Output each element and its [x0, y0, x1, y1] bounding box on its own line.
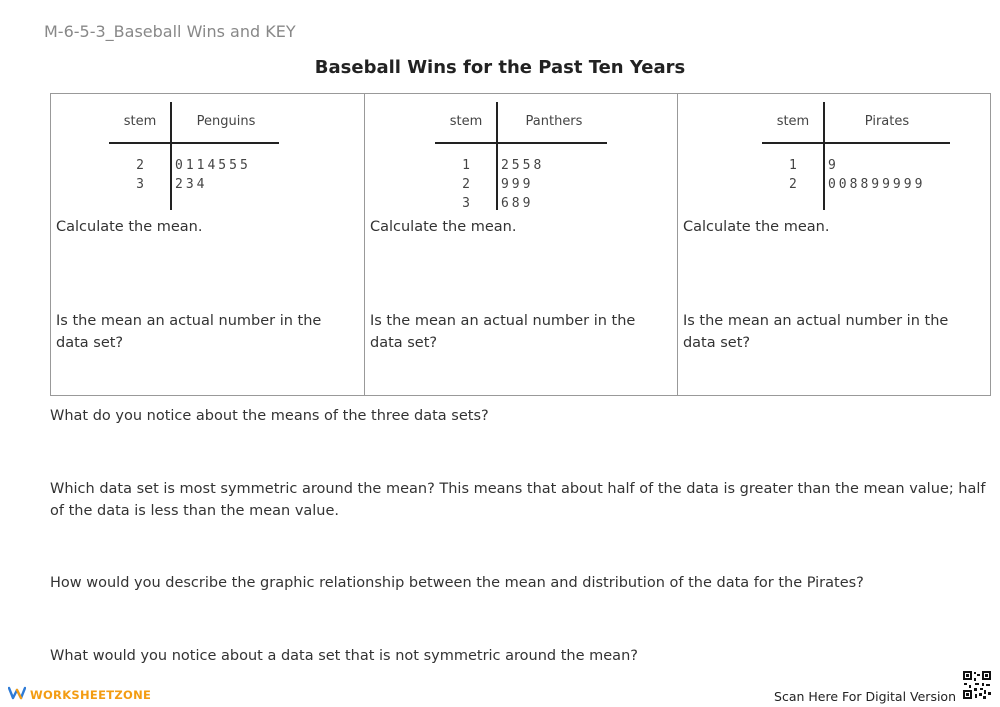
stem-header: stem — [776, 114, 810, 129]
question-pirates-relationship: How would you describe the graphic relationship between the mean and distribution of the data for the Pirates? — [50, 575, 864, 591]
team-header: Penguins — [196, 114, 256, 129]
worksheetzone-logo[interactable] — [8, 686, 151, 703]
calculate-mean-prompt: Calculate the mean. — [56, 219, 203, 235]
stem-value: 3 — [136, 177, 144, 192]
stem-column — [435, 156, 497, 213]
leaf-values: 2558 — [500, 158, 545, 173]
worksheetzone-logo-icon — [8, 686, 30, 703]
panthers-panel — [364, 94, 677, 395]
leaf-values: 234 — [175, 177, 208, 192]
qr-code-icon[interactable] — [962, 670, 992, 700]
stem-value: 1 — [789, 158, 797, 173]
leaf-values: 9 — [827, 158, 839, 173]
leaf-column — [501, 156, 544, 213]
stem-header: stem — [123, 114, 157, 129]
question-not-symmetric: What would you notice about a data set that is not symmetric around the mean? — [50, 648, 638, 664]
leaf-values: 008899999 — [827, 177, 926, 192]
pirates-stem-leaf-plot — [762, 102, 952, 210]
leaf-values: 999 — [500, 177, 534, 192]
header-divider — [435, 142, 607, 144]
leaf-column — [828, 156, 925, 194]
question-means-notice: What do you notice about the means of the three data sets? — [50, 408, 489, 424]
penguins-stem-leaf-plot — [109, 102, 284, 210]
stem-value: 2 — [136, 158, 144, 173]
leaf-values: 689 — [500, 196, 534, 211]
team-header: Pirates — [864, 114, 910, 129]
leaf-values: 0114555 — [175, 158, 251, 173]
stem-value: 2 — [462, 177, 470, 192]
stem-column — [762, 156, 824, 194]
page-title: Baseball Wins for the Past Ten Years — [314, 57, 686, 78]
stem-header: stem — [449, 114, 483, 129]
actual-number-question: Is the mean an actual number in the data set? — [369, 313, 636, 351]
scan-digital-label: Scan Here For Digital Version — [774, 689, 956, 704]
question-most-symmetric: Which data set is most symmetric around the mean? This means that about half of the data is greater than the mean value; half of the data is less than the mean value. — [50, 481, 986, 519]
stem-value: 2 — [789, 177, 797, 192]
stem-leaf-grid — [50, 93, 991, 396]
header-divider — [762, 142, 950, 144]
calculate-mean-prompt: Calculate the mean. — [682, 219, 830, 235]
stem-value: 1 — [462, 158, 470, 173]
actual-number-question: Is the mean an actual number in the data set? — [682, 313, 949, 351]
calculate-mean-prompt: Calculate the mean. — [369, 219, 517, 235]
leaf-column — [175, 156, 251, 194]
team-header: Panthers — [525, 114, 583, 129]
pirates-panel — [677, 94, 990, 395]
panthers-stem-leaf-plot — [435, 102, 610, 210]
actual-number-question: Is the mean an actual number in the data set? — [56, 313, 322, 351]
penguins-panel — [51, 94, 364, 395]
logo-text: WORKSHEETZONE — [30, 687, 152, 702]
stem-value: 3 — [462, 196, 470, 211]
stem-column — [109, 156, 171, 194]
header-divider — [109, 142, 279, 144]
document-label: M-6-5-3_Baseball Wins and KEY — [44, 22, 296, 41]
